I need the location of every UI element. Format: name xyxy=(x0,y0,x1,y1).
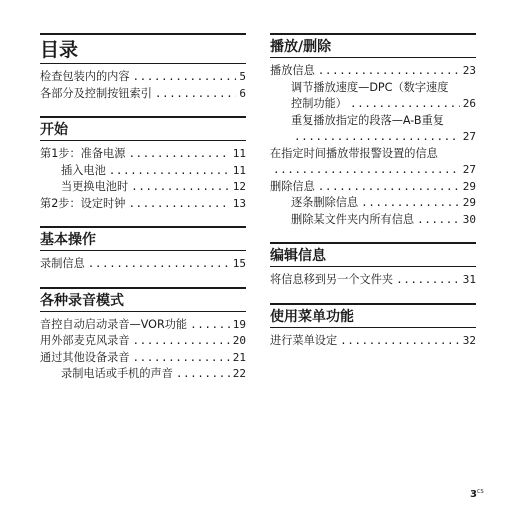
toc-entry[interactable] xyxy=(270,179,476,196)
toc-entry-page: 11 xyxy=(232,163,246,177)
toc-entry-label-line[interactable]: 调节播放速度—DPC（数字速度 xyxy=(291,80,449,94)
toc-section xyxy=(270,303,476,350)
page-title: 目录 xyxy=(40,38,246,64)
leader-dots xyxy=(318,179,460,196)
toc-entry-label: 当更换电池时 xyxy=(61,180,129,193)
section-rule xyxy=(40,33,246,35)
toc-entry-label: 第2步：设定时钟 xyxy=(40,196,126,210)
toc-entry-page: 15 xyxy=(232,257,246,270)
leader-dots xyxy=(133,69,237,86)
leader-dots xyxy=(155,86,236,103)
toc-section xyxy=(270,33,476,228)
toc-entry[interactable] xyxy=(40,69,246,86)
toc-entry-label: 删除某文件夹内所有信息 xyxy=(291,212,415,226)
leader-dots xyxy=(318,63,460,80)
toc-entry[interactable] xyxy=(40,196,246,213)
toc-entry-page: 27 xyxy=(462,130,476,143)
toc-entry[interactable] xyxy=(270,195,476,212)
leader-dots xyxy=(273,162,460,179)
leader-dots xyxy=(128,146,229,163)
toc-entry[interactable] xyxy=(270,333,476,350)
toc-entry-label: 删除信息 xyxy=(270,179,315,193)
section-rule xyxy=(40,226,246,228)
toc-section xyxy=(40,116,246,212)
leader-dots xyxy=(361,195,460,212)
toc-entry-label: 逐条删除信息 xyxy=(291,196,359,209)
leader-dots xyxy=(128,196,229,213)
leader-dots xyxy=(190,317,230,334)
leader-dots xyxy=(396,272,460,289)
section-title: 各种录音模式 xyxy=(40,292,246,312)
toc-section xyxy=(40,226,246,273)
toc-entry-label: 检查包装内的内容 xyxy=(40,70,130,83)
toc-entry-page: 5 xyxy=(239,70,246,83)
section-title: 播放/删除 xyxy=(270,38,476,58)
toc-entry-label: 将信息移到另一个文件夹 xyxy=(270,273,394,286)
toc-entry[interactable] xyxy=(270,162,476,179)
toc-entry-label: 录制电话或手机的声音 xyxy=(61,367,173,380)
page-number-value: 3 xyxy=(470,489,477,500)
leader-dots xyxy=(340,333,460,350)
toc-entry-page: 21 xyxy=(232,350,246,364)
toc-entry-page: 13 xyxy=(232,196,246,210)
toc-entry-label: 各部分及控制按钮索引 xyxy=(40,86,152,100)
toc-entry-page: 23 xyxy=(462,64,476,77)
leader-dots xyxy=(294,129,460,146)
section-rule xyxy=(40,116,246,118)
toc-section xyxy=(40,287,246,383)
toc-section xyxy=(270,242,476,289)
toc-entry-page: 6 xyxy=(239,86,246,100)
toc-entry[interactable] xyxy=(40,146,246,163)
toc-entry[interactable] xyxy=(40,179,246,196)
section-rule xyxy=(40,287,246,289)
leader-dots xyxy=(133,333,230,350)
toc-entry-page: 29 xyxy=(462,179,476,193)
section-rule xyxy=(270,242,476,244)
toc-entry-page: 29 xyxy=(462,196,476,209)
toc-entry-page: 12 xyxy=(232,180,246,193)
toc-entry-label: 播放信息 xyxy=(270,64,315,77)
section-title: 基本操作 xyxy=(40,231,246,251)
toc-section xyxy=(40,33,246,102)
toc-entry-label-line[interactable]: 在指定时间播放带报警设置的信息 xyxy=(270,146,438,160)
toc-entry[interactable] xyxy=(270,63,476,80)
toc-entry-label: 用外部麦克风录音 xyxy=(40,334,130,347)
leader-dots xyxy=(176,366,230,383)
toc-entry-page: 19 xyxy=(232,317,246,331)
toc-entry-label: 录制信息 xyxy=(40,257,85,270)
toc-entry-page: 26 xyxy=(462,97,476,110)
toc-entry[interactable] xyxy=(270,129,476,146)
toc-right-column xyxy=(270,33,476,363)
toc-entry-label: 插入电池 xyxy=(61,163,106,177)
leader-dots xyxy=(133,350,230,367)
section-rule xyxy=(270,33,476,35)
toc-left-column xyxy=(40,33,246,397)
toc-entry-page: 30 xyxy=(462,212,476,226)
toc-entry-label: 控制功能） xyxy=(291,97,347,110)
toc-entry[interactable] xyxy=(40,317,246,334)
toc-entry-label: 第1步：准备电源 xyxy=(40,147,126,160)
toc-entry-label: 通过其他设备录音 xyxy=(40,350,130,364)
leader-dots xyxy=(109,163,230,180)
leader-dots xyxy=(88,256,230,273)
section-rule xyxy=(270,303,476,305)
toc-entry-page: 32 xyxy=(462,333,476,347)
leader-dots xyxy=(131,179,230,196)
section-title: 编辑信息 xyxy=(270,247,476,267)
section-title: 开始 xyxy=(40,121,246,141)
toc-entry[interactable] xyxy=(270,272,476,289)
page-number xyxy=(470,489,484,500)
toc-entry[interactable] xyxy=(40,350,246,367)
leader-dots xyxy=(350,96,460,113)
toc-entry-label: 音控自动启动录音—VOR功能 xyxy=(40,317,188,331)
section-title: 使用菜单功能 xyxy=(270,308,476,328)
toc-entry[interactable] xyxy=(40,256,246,273)
toc-entry-page: 31 xyxy=(462,273,476,286)
lang-code: CS xyxy=(476,489,484,495)
toc-entry[interactable] xyxy=(40,86,246,103)
leader-dots xyxy=(417,212,460,229)
toc-entry-page: 11 xyxy=(232,147,246,160)
toc-entry[interactable] xyxy=(270,212,476,229)
toc-entry[interactable] xyxy=(40,366,246,383)
toc-entry[interactable] xyxy=(270,96,476,113)
toc-entry[interactable] xyxy=(40,163,246,180)
toc-entry[interactable] xyxy=(40,333,246,350)
toc-entry-label: 进行菜单设定 xyxy=(270,333,338,347)
toc-entry-label-line[interactable]: 重复播放指定的段落—A-B重复 xyxy=(291,113,444,127)
toc-entry-page: 22 xyxy=(232,367,246,380)
toc-entry-page: 20 xyxy=(232,334,246,347)
toc-entry-page: 27 xyxy=(462,163,476,176)
